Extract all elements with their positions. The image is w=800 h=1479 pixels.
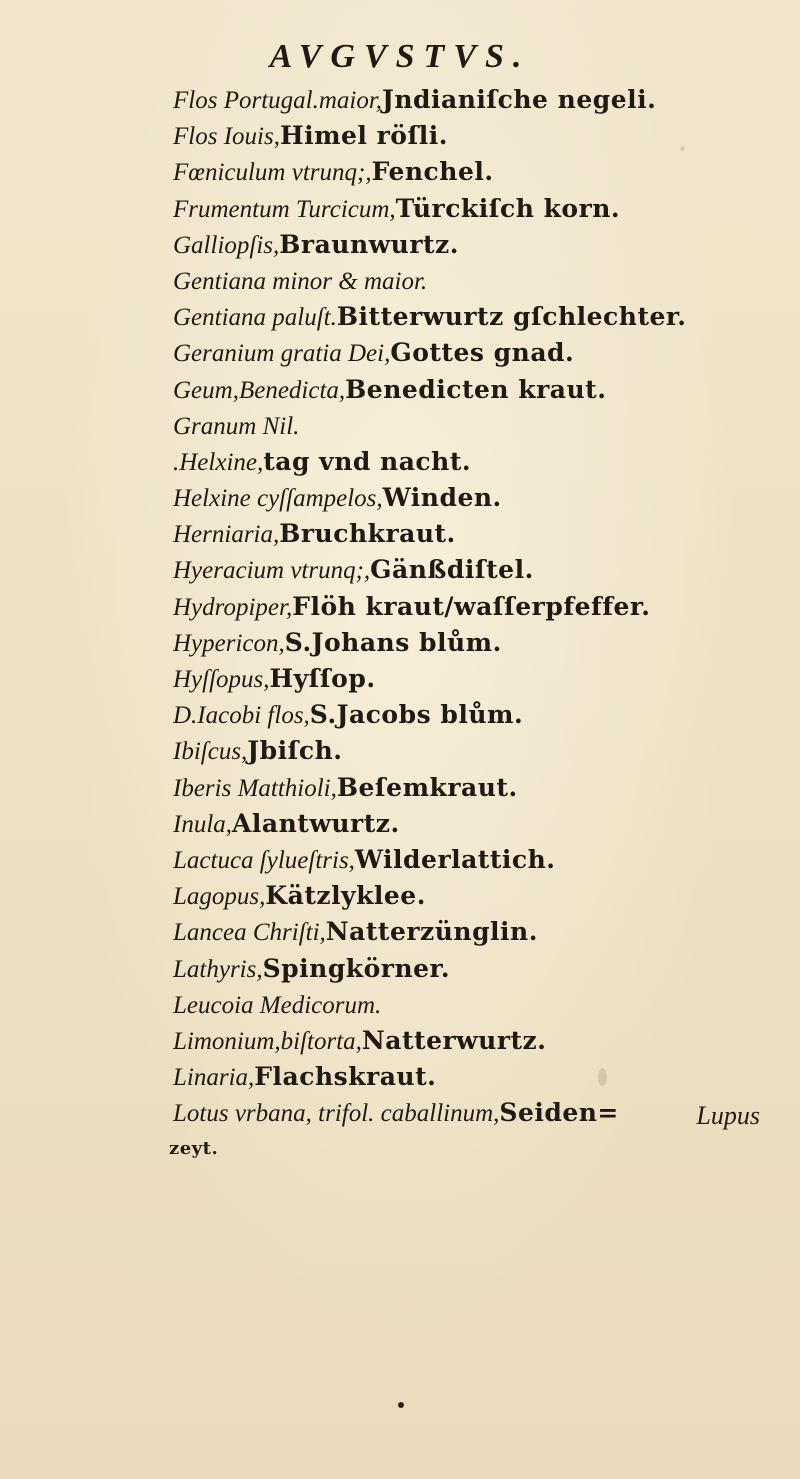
german-name: Türckiſch korn. [395,193,621,223]
list-item [173,335,783,371]
german-name: Beſemkraut. [336,772,518,802]
german-name: Spingkörner. [262,953,451,983]
latin-name: Gentiana paluſt. [173,304,337,332]
list-item [173,118,783,154]
german-name: Bruchkraut. [279,519,456,549]
latin-name: Hydropiper, [173,593,293,621]
german-name: S.Jacobs blům. [309,700,524,730]
latin-name: Galliopſis, [173,231,280,259]
latin-name: Granum Nil. [173,412,300,440]
list-item [173,82,783,118]
latin-name: Linaria, [173,1064,255,1092]
list-item [173,878,783,914]
list-item [173,1059,783,1095]
list-item [173,589,783,625]
list-item [173,914,783,950]
latin-name: Geum,Benedicta, [173,376,346,404]
latin-name: Gentiana minor & maior. [173,267,428,295]
latin-name: Flos Iouis, [173,123,280,151]
latin-name: Lancea Chriſti, [173,919,326,947]
latin-name: Fœniculum vtrunq;, [173,159,372,187]
german-name: Jbiſch. [247,736,343,766]
latin-name: D.Iacobi flos, [173,702,310,730]
german-name: Himel röſli. [279,121,448,151]
latin-name: Inula, [173,810,233,838]
latin-name: Lactuca ſylueſtris, [173,846,355,874]
german-name: Seiden= [499,1098,619,1128]
german-name: Natterwurtz. [361,1025,547,1055]
latin-name: Lagopus, [173,883,266,911]
list-item [173,408,783,444]
list-item [173,154,783,190]
german-name: tag vnd nacht. [263,446,472,476]
german-name: Bitterwurtz gſchlechter. [336,302,687,332]
latin-name: Lathyris, [173,955,263,983]
list-item [173,806,783,842]
german-name: Fenchel. [371,157,494,187]
list-item [173,299,783,335]
list-item [173,661,783,697]
german-name: Winden. [382,483,502,513]
latin-name: Leucoia Medicorum. [173,991,382,1019]
german-name: Braunwurtz. [279,229,459,259]
latin-name: Geranium gratia Dei, [173,340,391,368]
latin-name: Ibiſcus, [173,738,248,766]
latin-name: Hypericon, [173,629,285,657]
plant-name-list [169,82,783,1168]
german-name: Gottes gnad. [390,338,575,368]
latin-name: Hyſſopus, [173,666,270,693]
german-name: Benedicten kraut. [345,374,607,404]
german-name: Gänßdiſtel. [370,555,534,585]
latin-name: .Helxine, [173,448,264,476]
list-item [173,770,783,806]
latin-name: Limonium,biſtorta, [173,1027,362,1055]
list-item [173,227,783,263]
list-item [173,552,783,588]
german-name: Jndianiſche negeli. [382,85,657,114]
latin-name: Hyeracium vtrunq;, [173,557,371,585]
list-item [173,733,783,769]
latin-name: Helxine cyſſampelos, [173,485,383,513]
german-name: Kätzlyklee. [265,881,426,911]
list-item [173,480,783,516]
catchword: Lupus [696,1101,760,1130]
latin-name: Lotus vrbana, trifol. caballinum, [173,1100,500,1128]
latin-name: Herniaria, [173,521,280,549]
list-item [173,625,783,661]
list-item [173,516,783,552]
list-item [173,987,783,1023]
german-name: Natterzünglin. [325,917,538,947]
list-item-continuation [169,1131,783,1167]
german-name: Flachskraut. [254,1062,437,1092]
running-head: AVGVSTVS. [269,38,531,75]
latin-name: Iberis Matthioli, [173,774,337,802]
german-name: S.Johans blům. [284,627,502,657]
latin-name: Frumentum Turcicum, [173,195,396,223]
list-item [173,263,783,299]
german-name: Flöh kraut/waſſerpfeffer. [292,591,651,621]
list-item [173,1023,783,1059]
list-item [173,191,783,227]
list-item [173,1095,783,1131]
german-name-continuation: zeyt. [169,1138,219,1160]
latin-name: Flos Portugal.maior, [173,87,383,114]
ornament-dot [398,1402,404,1408]
list-item [173,951,783,987]
list-item [173,444,783,480]
german-name: Alantwurtz. [232,808,400,838]
list-item [173,842,783,878]
list-item [173,372,783,408]
german-name: Wilderlattich. [354,844,556,874]
german-name: Hyſſop. [269,664,376,693]
list-item [173,697,783,733]
